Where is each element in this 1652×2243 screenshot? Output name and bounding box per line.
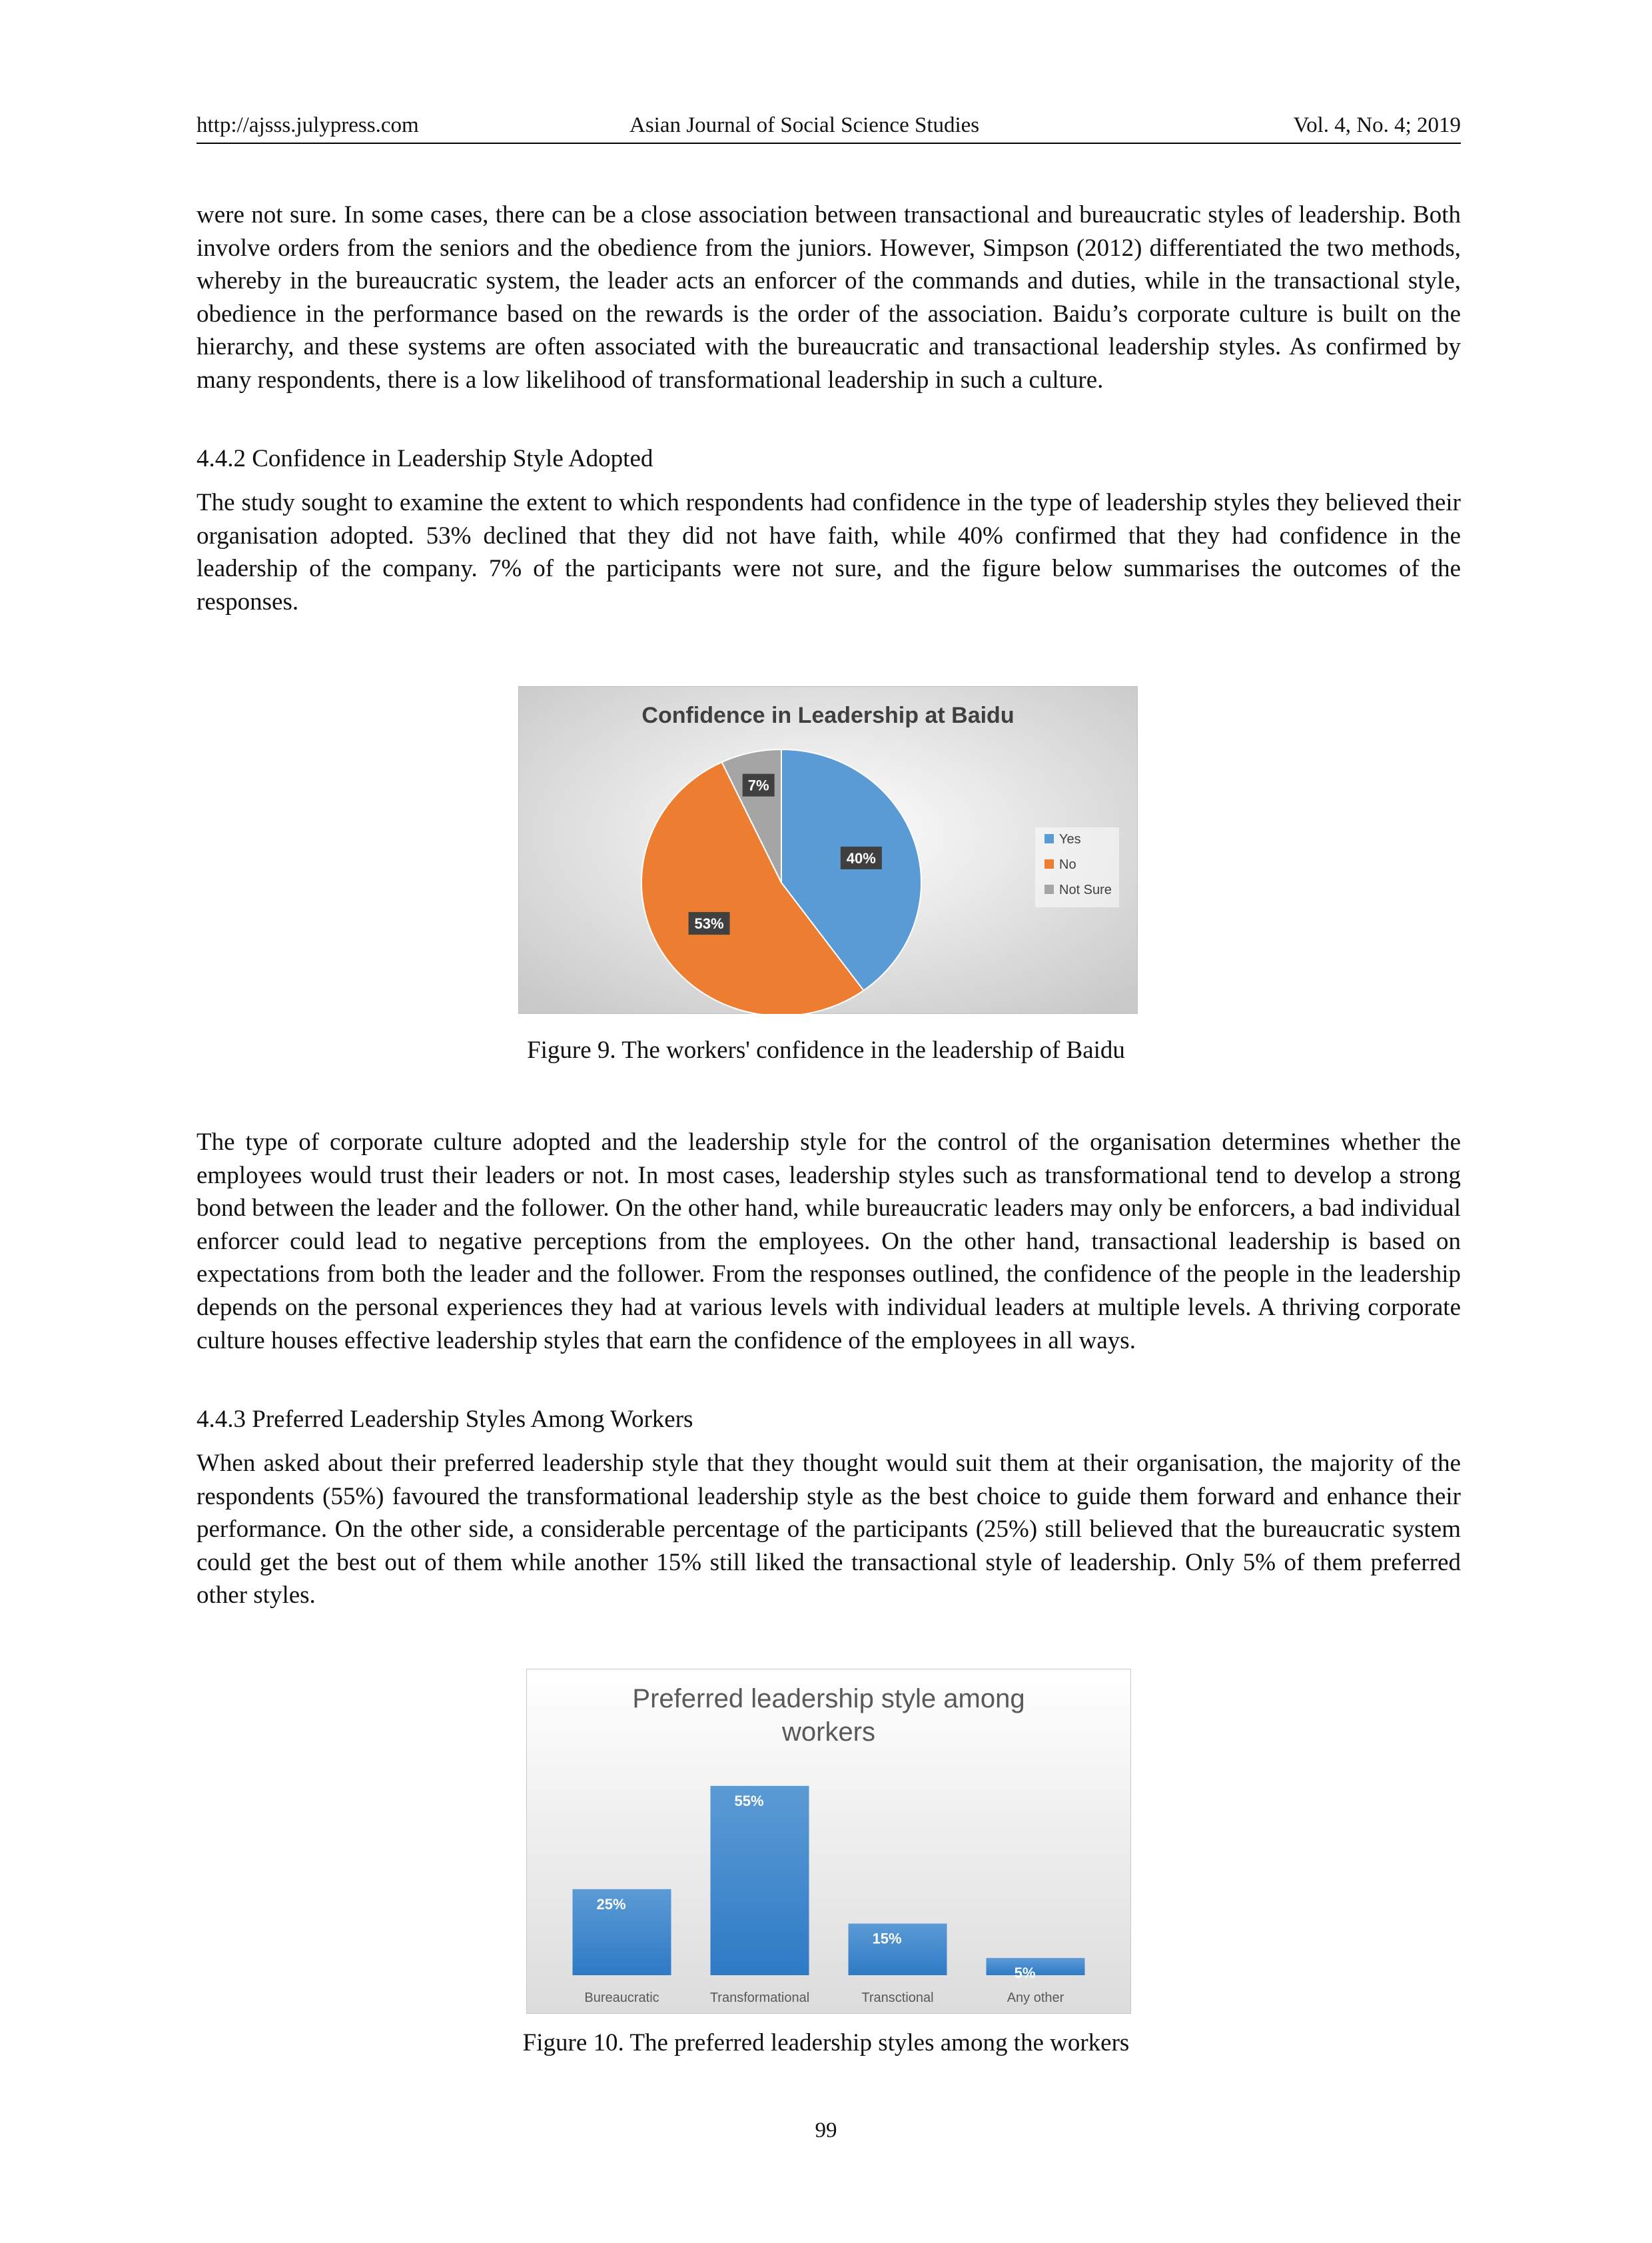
- bar-transformational: [711, 1786, 809, 1975]
- bar-category-label: Transctional: [861, 1991, 934, 2005]
- pie-data-label-text: 40%: [846, 849, 876, 867]
- page-number: 99: [815, 2118, 837, 2142]
- section-heading-4-4-2: 4.4.2 Confidence in Leadership Style Adopted: [197, 445, 653, 472]
- pie-legend-swatch: [1044, 859, 1054, 869]
- pie-data-label-not-sure: [743, 774, 775, 797]
- paragraph-3: The type of corporate culture adopted and the leadership style for the control of the organisation determines whether the employees would trust their leaders or not. In most cases, leadership styles such as transformational tend to develop a strong bond between the leader and the follower. On the other hand, while bureaucratic leaders may only be enforcers, a bad individual enforcer could lead to negative perceptions from the employees. On the other hand, transactional leadership is based on expectations from both the leader and the follower. From the responses outlined, the confidence of the people in the leadership depends on the personal experiences they had at various levels with individual leaders at multiple levels. A thriving corporate culture houses effective leadership styles that earn the confidence of the employees in all ways.: [197, 1128, 1461, 1354]
- bar-group-transctional: [849, 1924, 947, 2006]
- pie-legend-swatch: [1044, 885, 1054, 894]
- journal-url: http://ajsss.julypress.com: [197, 113, 419, 137]
- bar-chart-title-line-1: Preferred leadership style among: [632, 1684, 1025, 1713]
- bar-chart-title-line-2: workers: [781, 1717, 876, 1747]
- figure-10-bar-chart: [526, 1669, 1131, 2014]
- bar-data-label: 25%: [596, 1895, 626, 1913]
- bar-category-label: Bureaucratic: [584, 1991, 659, 2005]
- pie-legend-label: Not Sure: [1059, 883, 1112, 897]
- bar-category-label: Any other: [1007, 1991, 1064, 2005]
- volume-info: Vol. 4, No. 4; 2019: [1293, 113, 1461, 137]
- figure-9-pie-chart: [518, 686, 1138, 1014]
- pie-data-label-text: 7%: [747, 777, 769, 794]
- pie-chart-title: Confidence in Leadership at Baidu: [641, 703, 1015, 728]
- pie-legend-label: No: [1059, 857, 1076, 872]
- pie-legend-swatch: [1044, 834, 1054, 843]
- page-header: [197, 113, 1461, 144]
- bar-data-label: 15%: [872, 1930, 902, 1947]
- pie-data-label-text: 53%: [694, 915, 724, 933]
- bar-any-other: [987, 1958, 1085, 1975]
- bar-data-label: 5%: [1014, 1965, 1036, 1982]
- paragraph-2: The study sought to examine the extent to which respondents had confidence in the type of leadership styles they believed their organisation adopted. 53% declined that they did not have faith, while 40% confirmed that they had confidence in the leadership of the company. 7% of the participants were not sure, and the figure below summarises the outcomes of the responses.: [197, 489, 1461, 616]
- figure-10-caption: Figure 10. The preferred leadership styles among the workers: [522, 2029, 1130, 2056]
- pie-data-label-no: [689, 912, 730, 935]
- bar-group-transformational: [710, 1786, 809, 2005]
- pie-legend-label: Yes: [1059, 832, 1081, 847]
- figure-9-caption: Figure 9. The workers' confidence in the leadership of Baidu: [527, 1037, 1125, 1064]
- paragraph-1: were not sure. In some cases, there can be a close association between transactional and bureaucratic styles of leadership. Both involve orders from the seniors and the obedience from the juniors. However, Simpson (2012) differentiated the two methods, whereby in the bureaucratic system, the leader acts an enforcer of the commands and duties, while in the transactional style, obedience in the performance based on the rewards is the order of the association. Baidu’s corporate culture is built on the hierarchy, and these systems are often associated with the bureaucratic and transactional leadership styles. As confirmed by many respondents, there is a low likelihood of transformational leadership in such a culture.: [197, 201, 1461, 394]
- bar-category-label: Transformational: [709, 1991, 810, 2005]
- section-heading-4-4-3: 4.4.3 Preferred Leadership Styles Among Workers: [197, 1406, 693, 1433]
- pie-data-label-yes: [841, 847, 882, 869]
- journal-title: Asian Journal of Social Science Studies: [629, 113, 980, 137]
- bar-data-label: 55%: [734, 1792, 764, 1809]
- paragraph-4: When asked about their preferred leadership style that they thought would suit them at their organisation, the majority of the respondents (55%) favoured the transformational leadership style as the best choice to guide them forward and enhance their performance. On the other side, a considerable percentage of the participants (25%) still believed that the bureaucratic system could get the best out of them while another 15% still liked the transactional style of leadership. Only 5% of them preferred other styles.: [197, 1450, 1461, 1609]
